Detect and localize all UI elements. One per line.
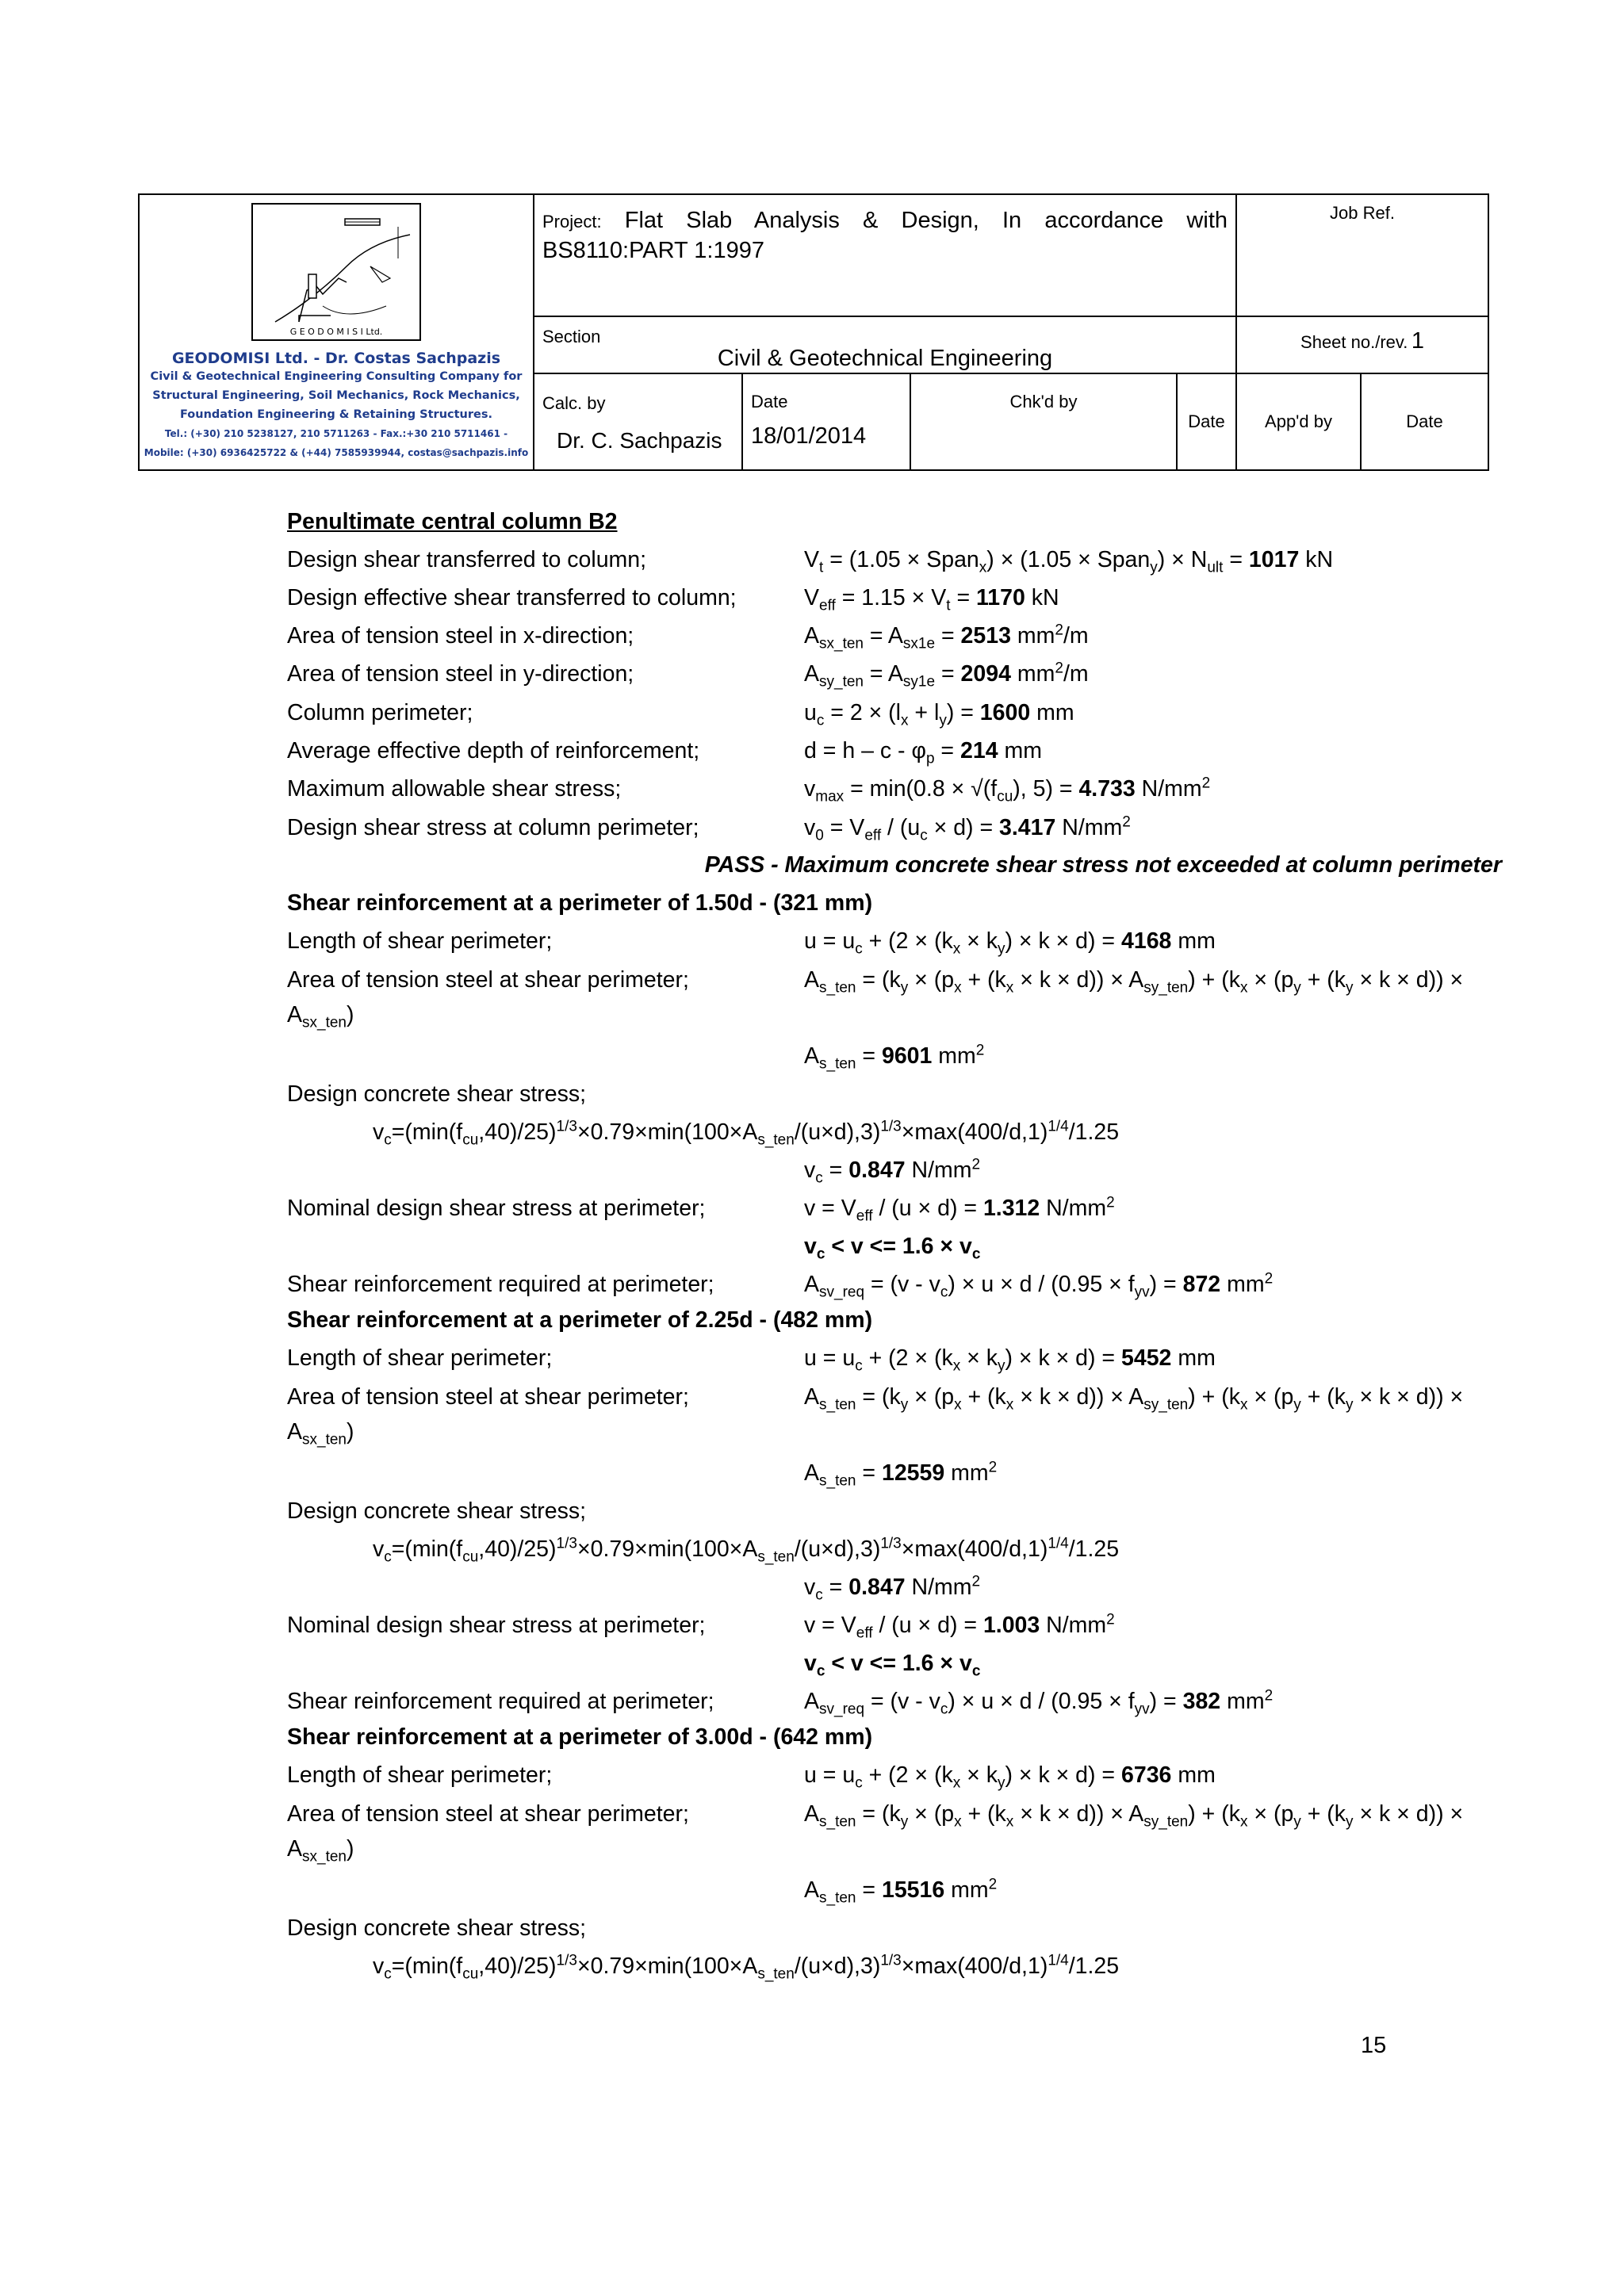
date3-cell [1361, 373, 1488, 470]
formula-veff: $V_{eff} = 1.15 \times V_t = 1170$ kN [804, 585, 1059, 614]
label-reinf-required-2: Shear reinforcement required at perimeter; [287, 1689, 714, 1714]
formula-v-2: $v = V_{eff} / (u \times d) = 1.003$ $N/mm^2$ [804, 1611, 1115, 1642]
section-heading: Penultimate central column B2 [287, 509, 618, 534]
chkd-by-cell [910, 373, 1177, 470]
label-length-perimeter-3: Length of shear perimeter; [287, 1762, 553, 1788]
date2-cell [1177, 373, 1236, 470]
value-uc: 1600 [979, 700, 1031, 725]
section-value: Civil & Geotechnical Engineering [717, 346, 1053, 371]
geodomisi-logo [251, 203, 421, 341]
formula-asy: $A_{sy\_ten} = A_{sy1e} = 2094$ $mm^2/m$ [804, 660, 1089, 691]
project-cell [534, 194, 1236, 316]
value-u-1: 4168 [1121, 928, 1172, 954]
header-table [138, 193, 1489, 471]
formula-as-ten-1-cont: $A_{sx\_ten}$) [287, 1002, 354, 1031]
label-area-y: Area of tension steel in y-direction; [287, 661, 634, 687]
formula-asv-2: $A_{sv\_req} = (v - v_c) \times u \times d / (0.95 \times f_{yv}) = 382$ $mm^2$ [804, 1687, 1274, 1718]
label-nominal-1: Nominal design shear stress at perimeter; [287, 1196, 706, 1221]
formula-asx: $A_{sx\_ten} = A_{sx1e} = 2513$ $mm^2/m$ [804, 622, 1089, 652]
company-line-5: Mobile: (+30) 6936425722 & (+44) 7585939944, costas@sachpazis.info [144, 447, 529, 458]
perimeter-1-title: Shear reinforcement at a perimeter of 1.50d - (321 mm) [287, 890, 873, 916]
formula-vc-1: $v_c=(\min(f_{cu},40)/25)^{1/3}\times 0.79\times\min(100\times A_{s\_ten}/(u\times d),3)^{1/3}\times\max(400/d,1)^{1/4}/1.25$ [373, 1118, 1120, 1149]
formula-vmax: $v_{max} = \min(0.8 \times √(f_{cu})$, 5) = 4.733 $N/mm^2$ [804, 775, 1211, 806]
calc-by-label: Calc. by [542, 393, 606, 413]
calc-by-value: Dr. C. Sachpazis [557, 428, 722, 453]
label-design-concrete-2: Design concrete shear stress; [287, 1498, 586, 1524]
value-vt: 1017 [1248, 547, 1300, 572]
formula-as-ten-2: $A_{s\_ten} = (k_y \times (p_x + (k_x \times k \times d)) \times A_{sy\_ten}) + (k_x \times (p_y + (k_y \times k \times d))$ × [804, 1384, 1464, 1414]
label-design-concrete-3: Design concrete shear stress; [287, 1915, 586, 1941]
calc-by-cell [534, 373, 742, 470]
page-number: 15 [1361, 2033, 1387, 2058]
section-label: Section [542, 327, 601, 346]
sheet-label: Sheet no./rev. [1300, 332, 1408, 352]
value-vc-1: 0.847 [848, 1158, 906, 1183]
formula-vt: $V_t = (1.05$ × Span$_x$) × (1.05 × Span$_y$) × $N_{ult} = 1017$ kN [804, 547, 1334, 576]
label-area-perimeter-3: Area of tension steel at shear perimeter; [287, 1801, 689, 1827]
project-value: Flat Slab Analysis & Design, In accordance with BS8110:PART 1:1997 [542, 208, 1228, 263]
label-area-x: Area of tension steel in x-direction; [287, 623, 634, 649]
result-as-ten-2: $A_{s\_ten} = 12559$ $mm^2$ [804, 1459, 998, 1490]
formula-v-1: $v = V_{eff} / (u \times d) = 1.312$ $N/mm^2$ [804, 1194, 1115, 1225]
company-line-2: Structural Engineering, Soil Mechanics, Rock Mechanics, [152, 389, 520, 402]
label-nominal-2: Nominal design shear stress at perimeter; [287, 1613, 706, 1638]
formula-asv-1: $A_{sv\_req} = (v - v_c) \times u \times d / (0.95 \times f_{yv}) = 872$ $mm^2$ [804, 1270, 1274, 1301]
label-design-concrete-1: Design concrete shear stress; [287, 1081, 586, 1107]
section-cell [534, 316, 1236, 373]
formula-as-ten-3: $A_{s\_ten} = (k_y \times (p_x + (k_x \times k \times d)) \times A_{sy\_ten}) + (k_x \times (p_y + (k_y \times k \times d))$ × [804, 1801, 1464, 1831]
result-as-ten-3: $A_{s\_ten} = 15516$ $mm^2$ [804, 1876, 998, 1907]
company-name: GEODOMISI Ltd. - Dr. Costas Sachpazis [171, 350, 501, 367]
chkd-by-label: Chk'd by [1009, 392, 1078, 411]
job-ref-label: Job Ref. [1330, 203, 1395, 223]
date-cell [742, 373, 910, 470]
label-length-perimeter-2: Length of shear perimeter; [287, 1345, 553, 1371]
company-line-3: Foundation Engineering & Retaining Structures. [179, 408, 492, 421]
formula-vc-3: $v_c=(\min(f_{cu},40)/25)^{1/3}\times 0.79\times\min(100\times A_{s\_ten}/(u\times d),3)^{1/3}\times\max(400/d,1)^{1/4}/1.25$ [373, 1952, 1120, 1983]
value-as-ten-2: 12559 [881, 1460, 945, 1486]
formula-as-ten-3-cont: $A_{sx\_ten}$) [287, 1836, 354, 1866]
condition-2: $v_c < v <= 1.6 \times v_c$ [804, 1651, 981, 1680]
result-vc-2: $v_c = 0.847$ $N/mm^2$ [804, 1573, 981, 1604]
sheet-cell [1236, 316, 1488, 373]
label-length-perimeter-1: Length of shear perimeter; [287, 928, 553, 954]
formula-d: $d = h - c - \varphi_p = 214$ mm [804, 738, 1042, 767]
appd-by-cell [1236, 373, 1361, 470]
value-asv-1: 872 [1182, 1272, 1221, 1297]
condition-1: $v_c < v <= 1.6 \times v_c$ [804, 1234, 981, 1263]
value-u-3: 6736 [1121, 1762, 1172, 1788]
label-col-perimeter: Column perimeter; [287, 700, 473, 725]
job-ref-cell [1236, 194, 1488, 316]
value-veff: 1170 [976, 585, 1025, 610]
perimeter-2-title: Shear reinforcement at a perimeter of 2.25d - (482 mm) [287, 1307, 873, 1333]
label-design-eff-shear: Design effective shear transferred to column; [287, 585, 737, 610]
perimeter-3-title: Shear reinforcement at a perimeter of 3.00d - (642 mm) [287, 1724, 873, 1750]
value-asx: 2513 [960, 623, 1011, 649]
formula-vc-2: $v_c=(\min(f_{cu},40)/25)^{1/3}\times 0.79\times\min(100\times A_{s\_ten}/(u\times d),3)^{1/3}\times\max(400/d,1)^{1/4}/1.25$ [373, 1535, 1120, 1566]
company-logo-cell [139, 194, 534, 470]
company-line-4: Tel.: (+30) 210 5238127, 210 5711263 - Fax.:+30 210 5711461 - [164, 428, 508, 439]
formula-u-1: $u = u_c + (2 \times (k_x \times k_y) \times k \times d) = 4168$ mm [804, 928, 1216, 958]
value-v-1: 1.312 [982, 1196, 1040, 1221]
date2-label: Date [1188, 411, 1225, 431]
company-line-1: Civil & Geotechnical Engineering Consulting Company for [150, 370, 523, 383]
date-label: Date [751, 392, 788, 411]
label-max-shear: Maximum allowable shear stress; [287, 776, 622, 802]
result-as-ten-1: $A_{s\_ten} = 9601$ $mm^2$ [804, 1042, 985, 1073]
date3-label: Date [1406, 411, 1443, 431]
value-asy: 2094 [960, 661, 1011, 687]
appd-by-label: App'd by [1265, 411, 1332, 431]
value-v-2: 1.003 [982, 1613, 1040, 1638]
result-vc-1: $v_c = 0.847$ $N/mm^2$ [804, 1156, 981, 1187]
formula-uc: $u_c = 2 \times (l_x + l_y) = 1600$ mm [804, 700, 1074, 729]
label-area-perimeter-2: Area of tension steel at shear perimeter; [287, 1384, 689, 1410]
logo-caption: G E O D O M I S I Ltd. [289, 327, 383, 337]
label-avg-depth: Average effective depth of reinforcement; [287, 738, 700, 763]
pass-message: PASS - Maximum concrete shear stress not exceeded at column perimeter [704, 852, 1502, 878]
label-area-perimeter-1: Area of tension steel at shear perimeter; [287, 967, 689, 993]
label-reinf-required-1: Shear reinforcement required at perimeter; [287, 1272, 714, 1297]
label-design-shear-col: Design shear stress at column perimeter; [287, 815, 699, 840]
formula-u-3: $u = u_c + (2 \times (k_x \times k_y) \times k \times d) = 6736$ mm [804, 1762, 1216, 1792]
value-v0: 3.417 [999, 815, 1056, 840]
value-vmax: 4.733 [1078, 776, 1136, 802]
formula-as-ten-1: $A_{s\_ten} = (k_y \times (p_x + (k_x \times k \times d)) \times A_{sy\_ten}) + (k_x \times (p_y + (k_y \times k \times d))$ × [804, 967, 1464, 997]
value-d: 214 [960, 738, 998, 763]
sheet-value: 1 [1411, 328, 1424, 354]
project-label: Project: [542, 212, 602, 232]
value-u-2: 5452 [1121, 1345, 1172, 1371]
formula-u-2: $u = u_c + (2 \times (k_x \times k_y) \times k \times d) = 5452$ mm [804, 1345, 1216, 1375]
label-design-shear: Design shear transferred to column; [287, 547, 647, 572]
value-asv-2: 382 [1182, 1689, 1221, 1714]
formula-as-ten-2-cont: $A_{sx\_ten}$) [287, 1419, 354, 1448]
value-as-ten-1: 9601 [881, 1043, 933, 1069]
value-as-ten-3: 15516 [881, 1877, 945, 1903]
date-value: 18/01/2014 [751, 423, 867, 449]
formula-v0: $v_0 = V_{eff} / (u_c \times d) = 3.417$ $N/mm^2$ [804, 813, 1131, 844]
value-vc-2: 0.847 [848, 1575, 906, 1600]
